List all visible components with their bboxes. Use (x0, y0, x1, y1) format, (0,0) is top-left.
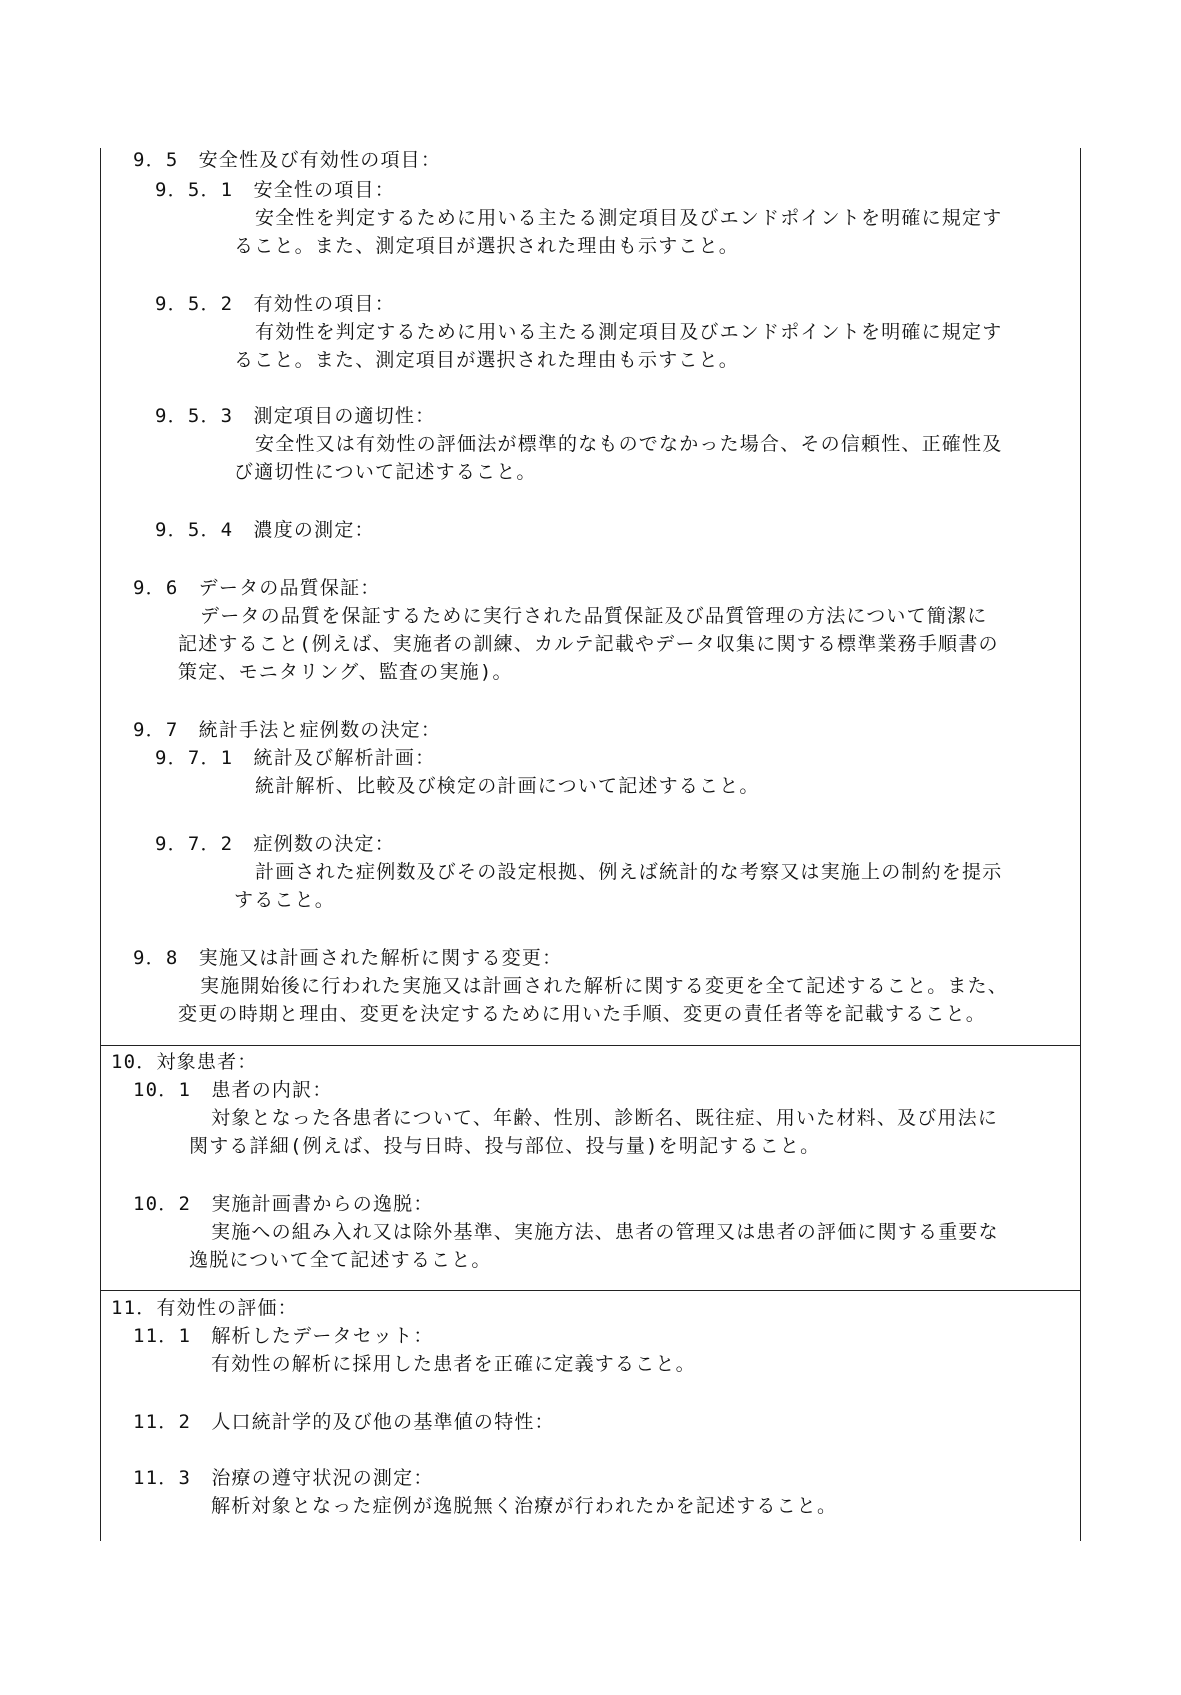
text-11-3-line1: 解析対象となった症例が逸脱無く治療が行われたかを記述すること。 (211, 1495, 838, 1517)
frame-right-border (1080, 148, 1081, 1541)
text-9-6-line2: 記述すること(例えば、実施者の訓練、カルテ記載やデータ収集に関する標準業務手順書の (178, 633, 999, 655)
heading-9-7-2: 9．7．2 症例数の決定： (155, 833, 395, 855)
heading-11-3: 11．3 治療の遵守状況の測定： (133, 1467, 434, 1489)
text-9-8-line1: 実施開始後に行われた実施又は計画された解析に関する変更を全て記述すること。また、 (200, 975, 1009, 997)
heading-10-1: 10．1 患者の内訳： (133, 1079, 333, 1101)
heading-9-5: 9．5 安全性及び有効性の項目： (133, 149, 442, 171)
text-9-5-1-line2: ること。また、測定項目が選択された理由も示すこと。 (234, 235, 740, 257)
heading-9-8: 9．8 実施又は計画された解析に関する変更： (133, 947, 563, 969)
section-divider-11 (100, 1290, 1081, 1291)
text-9-8-line2: 変更の時期と理由、変更を決定するために用いた手順、変更の責任者等を記載すること。 (178, 1003, 987, 1025)
heading-10: 10．対象患者： (111, 1051, 258, 1073)
text-9-7-2-line1: 計画された症例数及びその設定根拠、例えば統計的な考察又は実施上の制約を提示 (255, 861, 1003, 883)
text-9-5-2-line2: ること。また、測定項目が選択された理由も示すこと。 (234, 349, 740, 371)
text-10-1-line1: 対象となった各患者について、年齢、性別、診断名、既往症、用いた材料、及び用法に (211, 1107, 999, 1129)
text-9-7-2-line2: すること。 (234, 889, 336, 911)
heading-10-2: 10．2 実施計画書からの逸脱： (133, 1193, 434, 1215)
heading-11-2: 11．2 人口統計学的及び他の基準値の特性： (133, 1411, 555, 1433)
text-9-7-1-line1: 統計解析、比較及び検定の計画について記述すること。 (255, 775, 760, 797)
text-10-2-line1: 実施への組み入れ又は除外基準、実施方法、患者の管理又は患者の評価に関する重要な (211, 1221, 999, 1243)
text-9-5-2-line1: 有効性を判定するために用いる主たる測定項目及びエンドポイントを明確に規定す (255, 321, 1003, 343)
heading-9-5-2: 9．5．2 有効性の項目： (155, 293, 395, 315)
heading-9-6: 9．6 データの品質保証： (133, 577, 381, 599)
heading-9-7: 9．7 統計手法と症例数の決定： (133, 719, 442, 741)
text-9-5-3-line1: 安全性又は有効性の評価法が標準的なものでなかった場合、その信頼性、正確性及 (255, 433, 1003, 455)
text-10-2-line2: 逸脱について全て記述すること。 (189, 1249, 492, 1271)
heading-9-5-1: 9．5．1 安全性の項目： (155, 179, 395, 201)
heading-9-5-4: 9．5．4 濃度の測定： (155, 519, 375, 541)
text-9-5-3-line2: び適切性について記述すること。 (234, 461, 537, 483)
text-9-6-line3: 策定、モニタリング、監査の実施)。 (178, 661, 513, 683)
text-10-1-line2: 関する詳細(例えば、投与日時、投与部位、投与量)を明記すること。 (189, 1135, 821, 1157)
frame-left-border (100, 148, 101, 1541)
text-11-1-line1: 有効性の解析に採用した患者を正確に定義すること。 (211, 1353, 696, 1375)
text-9-6-line1: データの品質を保証するために実行された品質保証及び品質管理の方法について簡潔に (200, 605, 988, 627)
heading-9-5-3: 9．5．3 測定項目の適切性： (155, 405, 436, 427)
heading-11-1: 11．1 解析したデータセット： (133, 1325, 434, 1347)
heading-11: 11．有効性の評価： (111, 1297, 298, 1319)
text-9-5-1-line1: 安全性を判定するために用いる主たる測定項目及びエンドポイントを明確に規定す (255, 207, 1003, 229)
heading-9-7-1: 9．7．1 統計及び解析計画： (155, 747, 436, 769)
section-divider-10 (100, 1045, 1081, 1046)
